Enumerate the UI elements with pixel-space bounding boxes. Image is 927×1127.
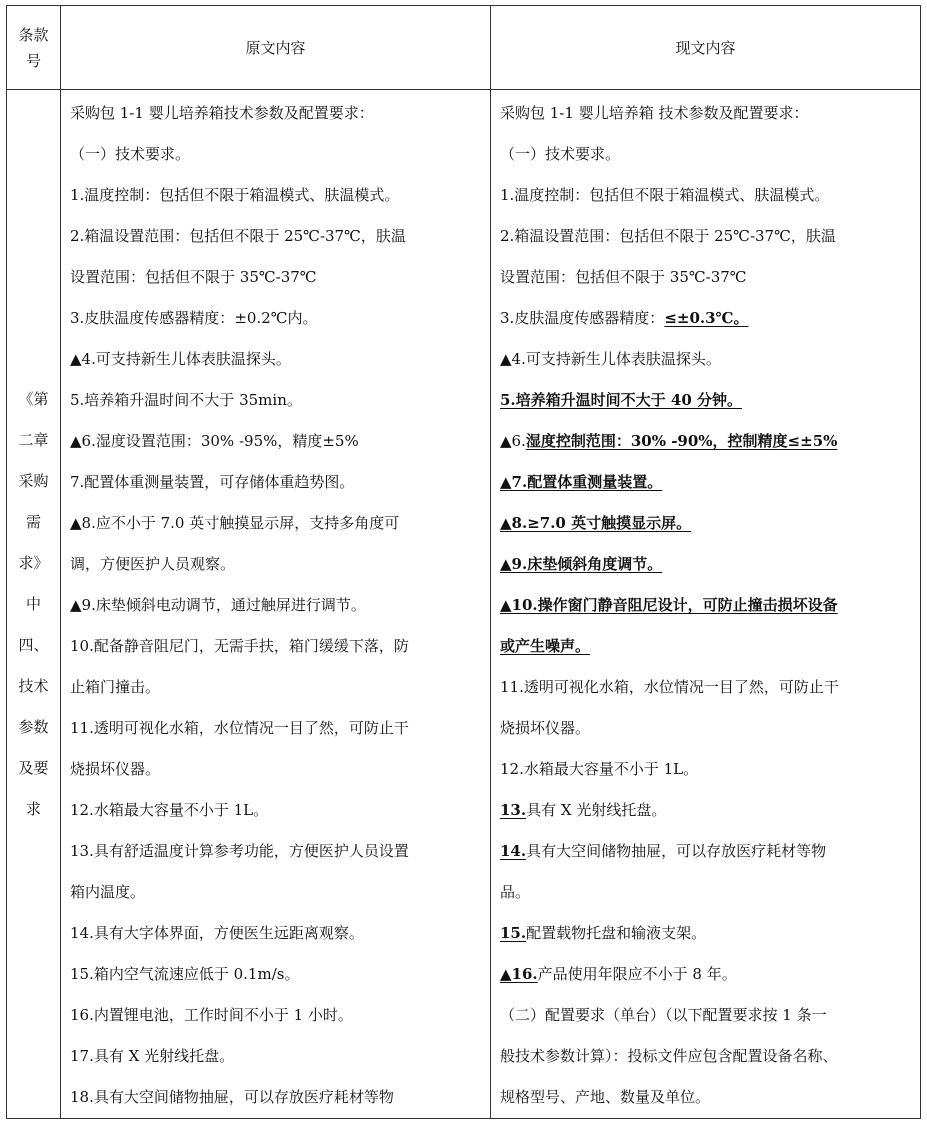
- original-content-cell: [61, 90, 491, 1119]
- original-line: 设置范围：包括但不限于 35℃-37℃: [70, 268, 317, 286]
- changed-text: 湿度控制范围：30% -90%，控制精度≤±5%: [525, 432, 838, 450]
- line-text: 设置范围：包括但不限于 35℃-37℃: [500, 268, 747, 286]
- original-line: 1.温度控制：包括但不限于箱温模式、肤温模式。: [70, 186, 400, 204]
- current-line: [500, 831, 912, 872]
- current-line: [500, 585, 912, 626]
- current-line: [500, 544, 912, 585]
- current-line: [500, 954, 912, 995]
- original-line: 12.水箱最大容量不小于 1L。: [70, 801, 269, 819]
- current-line: [500, 708, 912, 749]
- line-text: 12.水箱最大容量不小于 1L。: [500, 760, 699, 778]
- current-line: [500, 872, 912, 913]
- current-line: [500, 749, 912, 790]
- current-line: [500, 626, 912, 667]
- changed-text: 15.: [500, 924, 527, 942]
- changed-text: 5.培养箱升温时间不大于 40 分钟。: [500, 391, 742, 409]
- line-text: 2.箱温设置范围：包括但不限于 25℃-37℃，肤温: [500, 227, 836, 245]
- original-line: ▲9.床垫倾斜电动调节，通过触屏进行调节。: [70, 596, 366, 614]
- header-row: [7, 6, 921, 90]
- original-line: 16.内置锂电池，工作时间不小于 1 小时。: [70, 1006, 353, 1024]
- changed-text: ▲16.: [500, 965, 538, 983]
- original-line: 14.具有大字体界面，方便医生远距离观察。: [70, 924, 364, 942]
- line-text: 般技术参数计算）：投标文件应包含配置设备名称、: [500, 1047, 838, 1065]
- current-line: [500, 339, 912, 380]
- current-line: [500, 421, 912, 462]
- original-line: 18.具有大空间储物抽屉，可以存放医疗耗材等物: [70, 1088, 394, 1106]
- original-line: ▲6.湿度设置范围：30% -95%，精度±5%: [70, 432, 359, 450]
- original-line: 15.箱内空气流速应低于 0.1m/s。: [70, 965, 300, 983]
- current-line: [500, 667, 912, 708]
- current-line: [500, 134, 912, 175]
- original-line: 止箱门撞击。: [70, 678, 161, 696]
- current-line: [500, 298, 912, 339]
- clause-text: 《第二章 采购需求》中四、技术参数及要求: [18, 389, 49, 818]
- changed-text: 或产生噪声。: [500, 637, 591, 655]
- line-text: 规格型号、产地、数量及单位。: [500, 1088, 711, 1106]
- changed-text: ▲8.≥7.0 英寸触摸显示屏。: [500, 514, 692, 532]
- comparison-table: [6, 5, 921, 1119]
- current-line: [500, 462, 912, 503]
- header-current: 现文内容: [491, 6, 921, 90]
- line-text: 采购包 1-1 婴儿培养箱 技术参数及配置要求：: [500, 104, 809, 122]
- current-line: [500, 175, 912, 216]
- header-clause-no: 条款号: [7, 6, 61, 90]
- line-text: 3.皮肤温度传感器精度：: [500, 309, 665, 327]
- line-text: 具有 X 光射线托盘。: [526, 801, 667, 819]
- line-text: ▲4.可支持新生儿体表肤温探头。: [500, 350, 721, 368]
- changed-text: 13.: [500, 801, 527, 819]
- line-text: （一）技术要求。: [500, 145, 621, 163]
- changed-text: ▲9.床垫倾斜角度调节。: [500, 555, 663, 573]
- original-line: 13.具有舒适温度计算参考功能，方便医护人员设置: [70, 842, 409, 860]
- original-line: 17.具有 X 光射线托盘。: [70, 1047, 235, 1065]
- original-line: （一）技术要求。: [70, 145, 191, 163]
- original-line: ▲4.可支持新生儿体表肤温探头。: [70, 350, 291, 368]
- current-line: [500, 93, 912, 134]
- line-text: 配置载物托盘和输液支架。: [526, 924, 707, 942]
- original-line: 箱内温度。: [70, 883, 146, 901]
- content-row: [7, 90, 921, 1119]
- line-text: 具有大空间储物抽屉，可以存放医疗耗材等物: [526, 842, 827, 860]
- original-line: ▲8.应不小于 7.0 英寸触摸显示屏，支持多角度可: [70, 514, 400, 532]
- current-lines: [491, 90, 920, 1118]
- clause-cell: [7, 90, 61, 1119]
- original-line: 5.培养箱升温时间不大于 35min。: [70, 391, 302, 409]
- changed-text: ▲10.操作窗门静音阻尼设计，可防止撞击损坏设备: [500, 596, 838, 614]
- current-line: [500, 380, 912, 421]
- line-text: 烧损坏仪器。: [500, 719, 591, 737]
- original-line: 采购包 1-1 婴儿培养箱技术参数及配置要求：: [70, 104, 374, 122]
- line-text: 11.透明可视化水箱，水位情况一目了然，可防止干: [500, 678, 839, 696]
- changed-text: ▲7.配置体重测量装置。: [500, 473, 663, 491]
- original-line: 烧损坏仪器。: [70, 760, 161, 778]
- original-line: 调，方便医护人员观察。: [70, 555, 236, 573]
- original-line: 11.透明可视化水箱，水位情况一目了然，可防止干: [70, 719, 409, 737]
- line-text: （二）配置要求（单台）（以下配置要求按 1 条一: [500, 1006, 827, 1024]
- current-content-cell: [491, 90, 921, 1119]
- line-text: ▲6.: [500, 432, 526, 450]
- original-line: 7.配置体重测量装置，可存储体重趋势图。: [70, 473, 355, 491]
- original-line: 10.配备静音阻尼门，无需手扶，箱门缓缓下落，防: [70, 637, 409, 655]
- line-text: 1.温度控制：包括但不限于箱温模式、肤温模式。: [500, 186, 830, 204]
- current-line: [500, 1077, 912, 1118]
- original-lines: [61, 90, 490, 1118]
- current-line: [500, 1036, 912, 1077]
- current-line: [500, 503, 912, 544]
- header-original: 原文内容: [61, 6, 491, 90]
- original-line: 3.皮肤温度传感器精度：±0.2℃内。: [70, 309, 318, 327]
- changed-text: ≤±0.3℃。: [664, 309, 749, 327]
- changed-text: 14.: [500, 842, 527, 860]
- current-line: [500, 995, 912, 1036]
- current-line: [500, 257, 912, 298]
- line-text: 产品使用年限应不小于 8 年。: [537, 965, 737, 983]
- line-text: 品。: [500, 883, 531, 901]
- current-line: [500, 216, 912, 257]
- current-line: [500, 913, 912, 954]
- current-line: [500, 790, 912, 831]
- original-line: 2.箱温设置范围：包括但不限于 25℃-37℃，肤温: [70, 227, 406, 245]
